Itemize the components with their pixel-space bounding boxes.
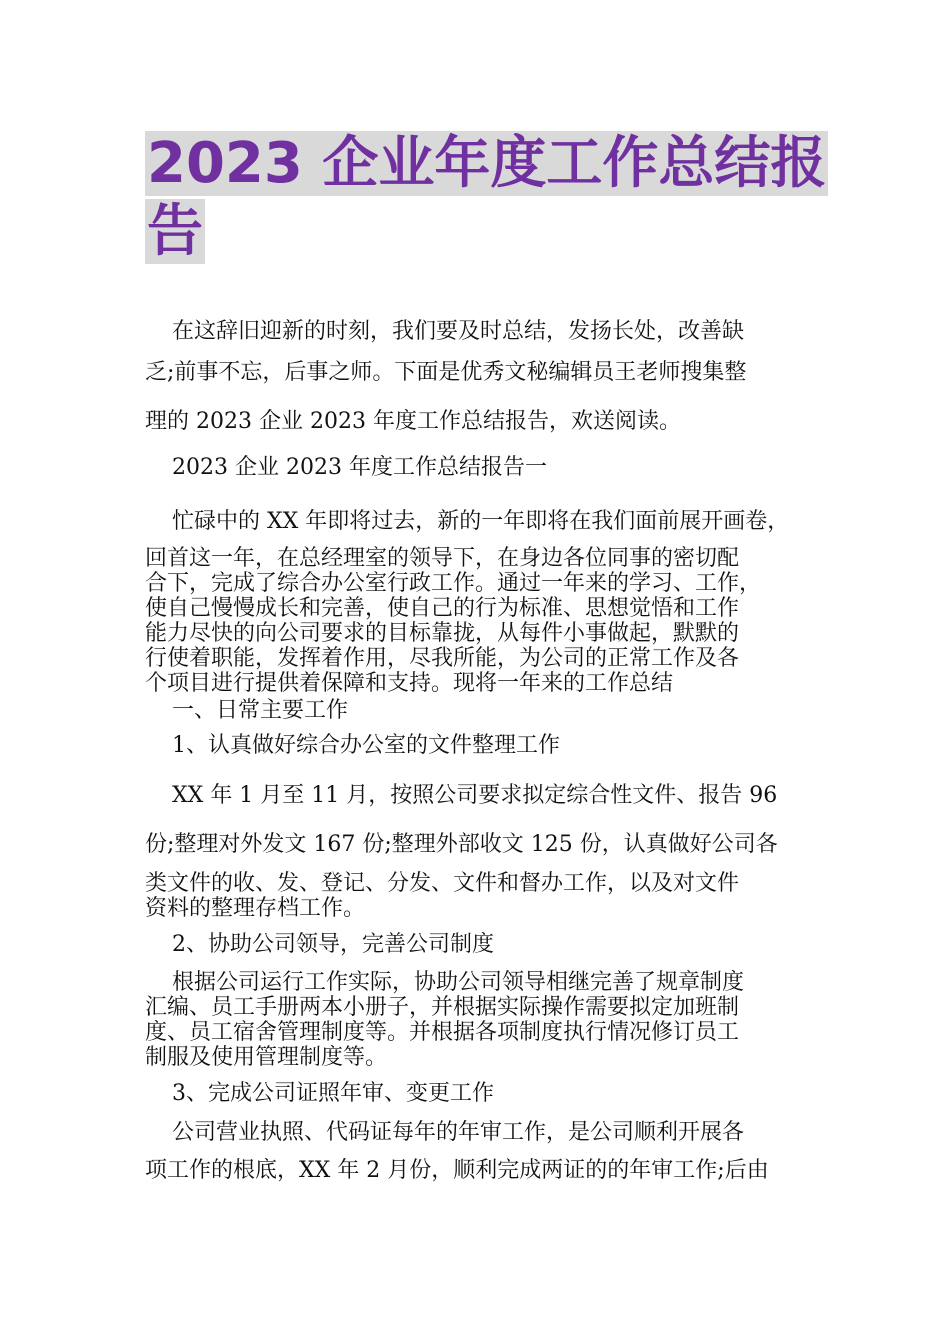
para1-line-3: 合下，完成了综合办公室行政工作。通过一年来的学习、工作， [145,571,762,596]
item1-line-2: 份;整理对外发文 167 份;整理外部收文 125 份，认真做好公司各 [145,832,778,857]
item2-heading: 2、协助公司领导，完善公司制度 [172,932,494,957]
intro-line-3: 理的 2023 企业 2023 年度工作总结报告，欢送阅读。 [145,409,681,434]
item1-line-1: XX 年 1 月至 11 月，按照公司要求拟定综合性文件、报告 96 [172,783,778,808]
item1-line-4: 资料的整理存档工作。 [145,896,366,921]
subtitle: 2023 企业 2023 年度工作总结报告一 [172,455,547,480]
intro-line-2: 乏;前事不忘，后事之师。下面是优秀文秘编辑员王老师搜集整 [145,360,747,385]
title-text-1: 2023 企业年度工作总结报 [147,131,827,196]
item3-line-1: 公司营业执照、代码证每年的年审工作，是公司顺利开展各 [172,1120,745,1145]
para1-line-1: 忙碌中的 XX 年即将过去，新的一年即将在我们面前展开画卷， [172,509,790,534]
para1-line-5: 能力尽快的向公司要求的目标靠拢，从每件小事做起，默默的 [145,621,740,646]
para1-line-6: 行使着职能，发挥着作用，尽我所能，为公司的正常工作及各 [145,646,740,671]
para1-line-7: 个项目进行提供着保障和支持。现将一年来的工作总结 [145,671,674,696]
para1-line-4: 使自己慢慢成长和完善，使自己的行为标准、思想觉悟和工作 [145,596,740,621]
item1-line-3: 类文件的收、发、登记、分发、文件和督办工作，以及对文件 [145,871,740,896]
title-line-2 [145,200,205,264]
item1-heading: 1、认真做好综合办公室的文件整理工作 [172,733,560,758]
title-line-1 [145,132,828,196]
item2-line-3: 度、员工宿舍管理制度等。并根据各项制度执行情况修订员工 [145,1020,740,1045]
item2-line-4: 制服及使用管理制度等。 [145,1045,388,1070]
para1-line-2: 回首这一年，在总经理室的领导下，在身边各位同事的密切配 [145,546,740,571]
intro-line-1: 在这辞旧迎新的时刻，我们要及时总结，发扬长处，改善缺 [172,319,745,344]
item2-line-2: 汇编、员工手册两本小册子，并根据实际操作需要拟定加班制 [145,995,740,1020]
item3-line-2: 项工作的根底，XX 年 2 月份，顺利完成两证的的年审工作;后由 [145,1158,769,1183]
item2-line-1: 根据公司运行工作实际，协助公司领导相继完善了规章制度 [172,970,745,995]
section-heading-1: 一、日常主要工作 [172,698,349,723]
title-text-2: 告 [147,199,203,264]
item3-heading: 3、完成公司证照年审、变更工作 [172,1081,494,1106]
